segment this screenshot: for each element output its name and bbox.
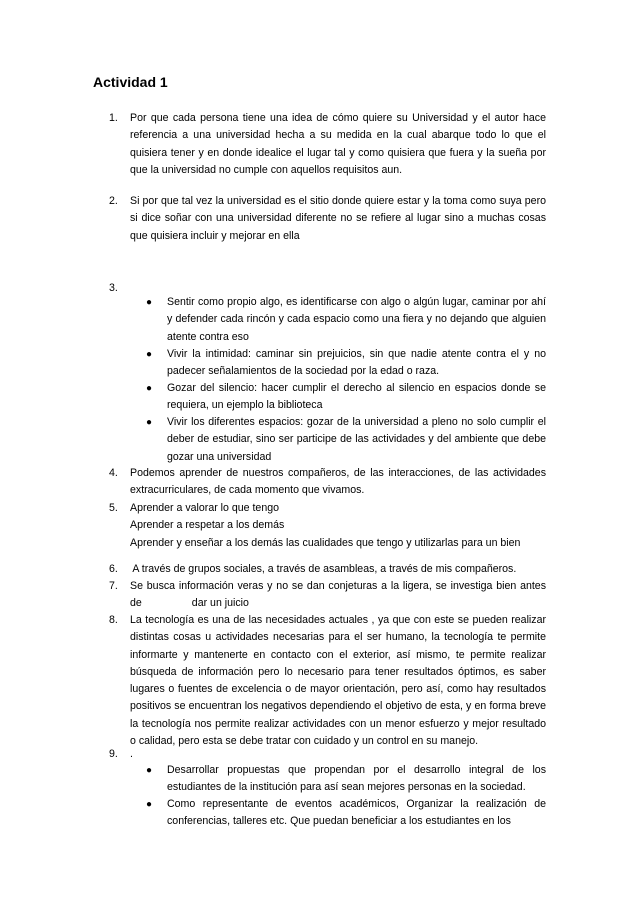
bullet-icon: ● [146, 765, 153, 776]
bullet-text-3d: Vivir los diferentes espacios: gozar de la universidad a pleno no solo cumplir el deber de estudiar, sino ser participe de las actividades y del ambiente que debe gozar una universidad [167, 416, 546, 463]
item-text-6: A través de grupos sociales, a través de asambleas, a través de mis compañeros. [130, 563, 517, 575]
item-number-9: 9. [109, 748, 118, 760]
bullet-text-3b: Vivir la intimidad: caminar sin prejuicios, sin que nadie atente contra el y no padecer señalamientos de la sociedad por la edad o raza. [167, 348, 546, 378]
bullet-text-3c: Gozar del silencio: hacer cumplir el derecho al silencio en espacios donde se requiera, un ejemplo la biblioteca [167, 382, 546, 412]
item-text-7c: dar un juicio [191, 597, 249, 610]
item-text-7b: de [130, 597, 142, 610]
item-number-6: 6. [109, 563, 118, 575]
item-number-4: 4. [109, 467, 118, 479]
item-number-5: 5. [109, 502, 118, 514]
bullet-text-9a: Desarrollar propuestas que propendan por el desarrollo integral de los estudiantes de la institución para así sean mejores personas en la sociedad. [167, 764, 546, 794]
item-number-8: 8. [109, 614, 118, 626]
page-title: Actividad 1 [93, 74, 168, 90]
bullet-icon: ● [146, 297, 153, 308]
item-text-5a: Aprender a valorar lo que tengo [130, 502, 280, 514]
item-text-2: Si por que tal vez la universidad es el sitio donde quiere estar y la toma como suya pero si dice soñar con una universidad diferente no se refiere al lugar sino a muchas cosas que quisiera incluir y mejorar en ella [130, 195, 546, 242]
item-text-8: La tecnología es una de las necesidades actuales , ya que con este se pueden realizar distintas cosas u actividades necesarias para el ser humano, la tecnología te permite informarte y mantenerte en contacto con el exterior, así mismo, te permite realizar búsqueda de información pero lo necesario para tener resultados óptimos, es saber lugares o fuentes de excelencia o de mayor orientación, pero así, como hay resultados positivos se encuentran los negativos dependiendo el objetivo de esta, y en forma breve la tecnología nos permite realizar actividades con un menor esfuerzo y mejor resultado o calidad, pero esta se debe tratar con cuidado y un control en su manejo. [130, 614, 546, 748]
item-text-7 [130, 578, 546, 613]
bullet-icon: ● [146, 349, 153, 360]
bullet-icon: ● [146, 799, 153, 810]
bullet-icon: ● [146, 383, 153, 394]
bullet-icon: ● [146, 417, 153, 428]
item-number-3: 3. [109, 282, 118, 294]
item-text-4: Podemos aprender de nuestros compañeros, de las interacciones, de las actividades extracurriculares, de cada momento que vivamos. [130, 467, 546, 497]
item-text-1: Por que cada persona tiene una idea de cómo quiere su Universidad y el autor hace referencia a una universidad hecha a su medida en la cual abarque todo lo que el quisiera tener y en donde idealice el lugar tal y como quisiera que fuera y la sueña por que la universidad no cumple con aquellos requisitos aun. [130, 112, 546, 176]
item-text-9: . [130, 748, 133, 760]
item-text-5 [130, 500, 546, 552]
item-number-1: 1. [109, 112, 118, 124]
item-number-7: 7. [109, 580, 118, 592]
item-text-5b: Aprender a respetar a los demás [130, 519, 285, 532]
bullet-text-3a: Sentir como propio algo, es identificarse con algo o algún lugar, caminar por ahí y defender cada rincón y cada espacio como una fiera y no dejando que alguien atente contra eso [167, 296, 546, 343]
bullet-text-9b: Como representante de eventos académicos, Organizar la realización de conferencias, talleres etc. Que puedan beneficiar a los estudiantes en los [167, 798, 546, 828]
item-text-7a: Se busca información veras y no se dan conjeturas a la ligera, se investiga bien antes [130, 580, 546, 592]
item-number-2: 2. [109, 195, 118, 207]
item-text-5c: Aprender y enseñar a los demás las cualidades que tengo y utilizarlas para un bien [130, 536, 521, 549]
